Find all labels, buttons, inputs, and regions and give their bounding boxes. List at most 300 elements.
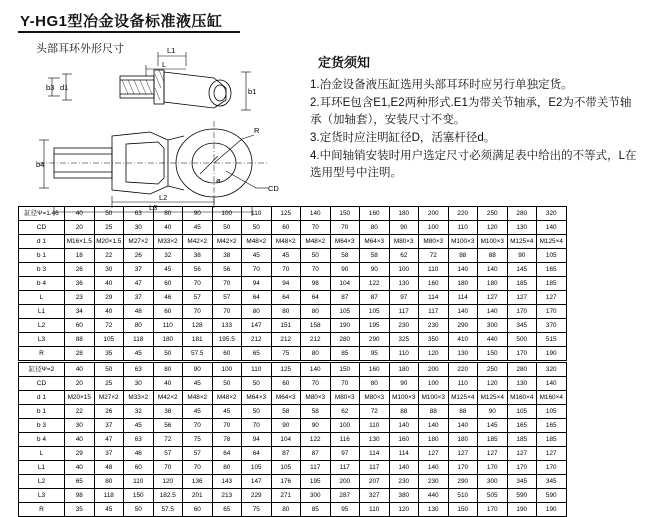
table-row bbox=[19, 277, 567, 291]
table-cell: 57 bbox=[183, 447, 213, 461]
table-cell: 105 bbox=[360, 305, 390, 319]
table-cell: 90 bbox=[330, 263, 360, 277]
table-cell: 58 bbox=[271, 405, 301, 419]
table-cell: 75 bbox=[183, 433, 213, 447]
table-cell: 85 bbox=[301, 503, 331, 517]
table-cell: 118 bbox=[94, 489, 124, 503]
table-cell: 40 bbox=[65, 207, 95, 221]
row-label: CD bbox=[19, 221, 65, 235]
table-cell: M160×4 bbox=[507, 391, 537, 405]
table-cell: 28 bbox=[65, 347, 95, 361]
table-cell: 35 bbox=[65, 503, 95, 517]
table-cell: M48×2 bbox=[242, 235, 272, 249]
table-cell: 40 bbox=[65, 461, 95, 475]
table-cell: 105 bbox=[537, 405, 567, 419]
table-cell: 140 bbox=[537, 377, 567, 391]
notice-item: 2.耳环E包含E1,E2两种形式.E1为带关节轴承，E2为不带关节轴承（加轴套），安装尺寸不变。 bbox=[310, 97, 632, 126]
notice-list bbox=[310, 77, 640, 182]
table-cell: 80 bbox=[360, 377, 390, 391]
table-cell: 40 bbox=[153, 221, 183, 235]
table-cell: 94 bbox=[242, 277, 272, 291]
table-cell: M48×2 bbox=[271, 235, 301, 249]
dim-label-L1: L1 bbox=[167, 46, 176, 55]
table-row bbox=[19, 475, 567, 489]
table-cell: 114 bbox=[448, 291, 478, 305]
table-cell: 45 bbox=[212, 405, 242, 419]
table-cell: 190 bbox=[537, 347, 567, 361]
table-cell: 56 bbox=[212, 263, 242, 277]
table-cell: M160×4 bbox=[537, 391, 567, 405]
table-cell: 80 bbox=[212, 461, 242, 475]
table-cell: 195 bbox=[360, 319, 390, 333]
table-cell: 110 bbox=[419, 263, 449, 277]
table-cell: 45 bbox=[271, 249, 301, 263]
table-cell: M42×2 bbox=[153, 391, 183, 405]
table-cell: 88 bbox=[478, 249, 508, 263]
table-cell: 127 bbox=[478, 291, 508, 305]
table-cell: 230 bbox=[389, 475, 419, 489]
table-row bbox=[19, 489, 567, 503]
table-cell: 40 bbox=[153, 377, 183, 391]
table-cell: 100 bbox=[212, 207, 242, 221]
table-cell: 190 bbox=[537, 503, 567, 517]
table-cell: M20×1.5 bbox=[94, 235, 124, 249]
table-cell: 58 bbox=[301, 405, 331, 419]
table-cell: 140 bbox=[478, 305, 508, 319]
table-cell: 26 bbox=[94, 405, 124, 419]
table-cell: 58 bbox=[360, 249, 390, 263]
table-cell: 127 bbox=[478, 447, 508, 461]
table-cell: 70 bbox=[183, 419, 213, 433]
table-cell: M100×3 bbox=[419, 391, 449, 405]
table-cell: 120 bbox=[419, 347, 449, 361]
table-cell: 229 bbox=[242, 489, 272, 503]
table-cell: 140 bbox=[389, 419, 419, 433]
table-cell: 110 bbox=[242, 207, 272, 221]
table-cell: 88 bbox=[65, 333, 95, 347]
table-cell: 300 bbox=[478, 475, 508, 489]
table-cell: 195.5 bbox=[212, 333, 242, 347]
table-row bbox=[19, 447, 567, 461]
row-label: L bbox=[19, 291, 65, 305]
table-cell: 47 bbox=[124, 277, 154, 291]
row-label: R bbox=[19, 503, 65, 517]
table-row bbox=[19, 249, 567, 263]
table-cell: 136 bbox=[183, 475, 213, 489]
table-cell: 70 bbox=[301, 221, 331, 235]
table-cell: 128 bbox=[183, 319, 213, 333]
table-cell: M20×15 bbox=[65, 391, 95, 405]
table-cell: 97 bbox=[389, 291, 419, 305]
table-cell: 80 bbox=[242, 305, 272, 319]
table-cell: 30 bbox=[124, 377, 154, 391]
table-cell: 70 bbox=[183, 277, 213, 291]
table-cell: 50 bbox=[124, 503, 154, 517]
table-cell: 70 bbox=[212, 305, 242, 319]
table-cell: 46 bbox=[124, 447, 154, 461]
table-cell: 130 bbox=[507, 221, 537, 235]
table-cell: 38 bbox=[183, 249, 213, 263]
table-cell: 220 bbox=[448, 363, 478, 377]
dim-label-d1: d1 bbox=[60, 83, 69, 92]
table-cell: M64×3 bbox=[360, 235, 390, 249]
table-cell: 72 bbox=[153, 433, 183, 447]
table-row bbox=[19, 305, 567, 319]
table-cell: 510 bbox=[448, 489, 478, 503]
table-cell: 50 bbox=[301, 249, 331, 263]
table-cell: 100 bbox=[389, 263, 419, 277]
dim-label-b3: b3 bbox=[46, 83, 55, 92]
table-cell: 212 bbox=[242, 333, 272, 347]
table-cell: 90 bbox=[478, 405, 508, 419]
table-cell: 40 bbox=[94, 305, 124, 319]
dim-label-b4: b4 bbox=[36, 160, 45, 169]
table-cell: 50 bbox=[153, 347, 183, 361]
table-cell: 130 bbox=[389, 277, 419, 291]
table-cell: M80×3 bbox=[360, 391, 390, 405]
table-cell: M100×3 bbox=[389, 391, 419, 405]
table-cell: M64×3 bbox=[242, 391, 272, 405]
table-cell: 37 bbox=[124, 291, 154, 305]
table-cell: 23 bbox=[65, 291, 95, 305]
table-cell: 57 bbox=[183, 291, 213, 305]
table-cell: 190 bbox=[330, 319, 360, 333]
table-cell: 127 bbox=[419, 447, 449, 461]
table-cell: M42×2 bbox=[212, 235, 242, 249]
table-cell: 140 bbox=[419, 461, 449, 475]
table-cell: M16×1.5 bbox=[65, 235, 95, 249]
table-cell: 160 bbox=[360, 207, 390, 221]
table-cell: M125×4 bbox=[448, 391, 478, 405]
table-cell: 280 bbox=[330, 333, 360, 347]
table-cell: 105 bbox=[330, 305, 360, 319]
table-cell: 100 bbox=[419, 221, 449, 235]
table-cell: 38 bbox=[153, 405, 183, 419]
table-cell: 65 bbox=[212, 503, 242, 517]
table-cell: M125×4 bbox=[507, 235, 537, 249]
table-cell: 120 bbox=[389, 503, 419, 517]
table-cell: 350 bbox=[419, 333, 449, 347]
row-label: b 4 bbox=[19, 277, 65, 291]
dim-label-L3: L3 bbox=[149, 203, 158, 212]
table-cell: 515 bbox=[537, 333, 567, 347]
table-cell: 50 bbox=[212, 377, 242, 391]
table-cell: 45 bbox=[183, 377, 213, 391]
table-cell: 65 bbox=[65, 475, 95, 489]
table-cell: 220 bbox=[448, 207, 478, 221]
table-cell: 180 bbox=[389, 207, 419, 221]
table-cell: 185 bbox=[537, 277, 567, 291]
table-cell: 590 bbox=[507, 489, 537, 503]
table-cell: 280 bbox=[507, 207, 537, 221]
table-cell: 94 bbox=[271, 277, 301, 291]
table-cell: 50 bbox=[94, 363, 124, 377]
table-cell: 110 bbox=[448, 377, 478, 391]
table-cell: 37 bbox=[94, 447, 124, 461]
table-cell: 180 bbox=[478, 277, 508, 291]
table-cell: 70 bbox=[301, 377, 331, 391]
table-cell: 165 bbox=[537, 419, 567, 433]
table-cell: 290 bbox=[448, 475, 478, 489]
table-cell: 80 bbox=[271, 305, 301, 319]
table-cell: 85 bbox=[330, 347, 360, 361]
table-cell: 345 bbox=[537, 475, 567, 489]
table-cell: 72 bbox=[94, 319, 124, 333]
table-cell: M80×3 bbox=[389, 235, 419, 249]
table-cell: 62 bbox=[330, 405, 360, 419]
spec-table-psi-2 bbox=[18, 362, 567, 517]
table-cell: 88 bbox=[448, 249, 478, 263]
table-cell: 290 bbox=[360, 333, 390, 347]
table-cell: 117 bbox=[389, 305, 419, 319]
table-cell: 140 bbox=[389, 461, 419, 475]
table-cell: 64 bbox=[242, 447, 272, 461]
dim-label-L: L bbox=[162, 60, 167, 69]
table-cell: 32 bbox=[153, 249, 183, 263]
table-cell: 20 bbox=[65, 377, 95, 391]
table-cell: 88 bbox=[389, 405, 419, 419]
table-cell: 345 bbox=[507, 475, 537, 489]
table-cell: 180 bbox=[419, 433, 449, 447]
table-cell: 45 bbox=[153, 263, 183, 277]
table-cell: 320 bbox=[537, 207, 567, 221]
notice-item: 4.中间轴销安装时用户选定尺寸必须满足表中给出的不等式，L在选用型号中注明。 bbox=[310, 150, 637, 179]
table-row bbox=[19, 263, 567, 277]
table-cell: 72 bbox=[360, 405, 390, 419]
row-label: L bbox=[19, 447, 65, 461]
table-cell: 300 bbox=[478, 319, 508, 333]
table-cell: 100 bbox=[212, 363, 242, 377]
table-cell: 271 bbox=[271, 489, 301, 503]
table-cell: 127 bbox=[507, 447, 537, 461]
row-label: L1 bbox=[19, 305, 65, 319]
row-label: R bbox=[19, 347, 65, 361]
table-row bbox=[19, 391, 567, 405]
table-cell: 60 bbox=[183, 503, 213, 517]
table-cell: 120 bbox=[478, 221, 508, 235]
table-cell: 105 bbox=[271, 461, 301, 475]
table-cell: 160 bbox=[360, 363, 390, 377]
table-cell: 87 bbox=[301, 447, 331, 461]
table-cell: 100 bbox=[330, 419, 360, 433]
table-cell: M42×2 bbox=[183, 235, 213, 249]
table-cell: 65 bbox=[242, 347, 272, 361]
table-cell: 26 bbox=[124, 249, 154, 263]
table-cell: 50 bbox=[242, 221, 272, 235]
table-cell: M100×3 bbox=[478, 235, 508, 249]
table-cell: 70 bbox=[183, 461, 213, 475]
table-cell: 160 bbox=[389, 433, 419, 447]
table-cell: 62 bbox=[389, 249, 419, 263]
table-cell: 325 bbox=[389, 333, 419, 347]
table-cell: 190 bbox=[507, 503, 537, 517]
table-cell: 40 bbox=[65, 433, 95, 447]
table-cell: 201 bbox=[183, 489, 213, 503]
table-cell: 114 bbox=[419, 291, 449, 305]
table-cell: 18 bbox=[65, 249, 95, 263]
table-cell: 110 bbox=[242, 363, 272, 377]
table-cell: 500 bbox=[507, 333, 537, 347]
table-cell: M27×2 bbox=[124, 235, 154, 249]
table-cell: M64×3 bbox=[330, 235, 360, 249]
row-label: L2 bbox=[19, 319, 65, 333]
table-cell: 60 bbox=[271, 377, 301, 391]
notice-heading: 定货须知 bbox=[318, 55, 371, 70]
table-cell: 64 bbox=[242, 291, 272, 305]
table-cell: 60 bbox=[124, 461, 154, 475]
table-cell: 200 bbox=[419, 363, 449, 377]
table-cell: 170 bbox=[507, 305, 537, 319]
table-cell: 37 bbox=[94, 419, 124, 433]
table-cell: 127 bbox=[537, 291, 567, 305]
table-row bbox=[19, 461, 567, 475]
table-row bbox=[19, 419, 567, 433]
table-cell: 140 bbox=[301, 207, 331, 221]
table-cell: 90 bbox=[507, 249, 537, 263]
table-cell: 57.5 bbox=[153, 503, 183, 517]
table-cell: 95 bbox=[330, 503, 360, 517]
page-title: Y-HG1型冶金设备标准液压缸 bbox=[20, 13, 223, 30]
table-cell: 160 bbox=[419, 277, 449, 291]
table-cell: 370 bbox=[537, 319, 567, 333]
table-cell: M64×3 bbox=[271, 391, 301, 405]
row-label: b 1 bbox=[19, 249, 65, 263]
table-cell: 140 bbox=[537, 221, 567, 235]
table-cell: 151 bbox=[271, 319, 301, 333]
table-cell: 50 bbox=[242, 405, 272, 419]
table-cell: 30 bbox=[94, 263, 124, 277]
table-cell: 70 bbox=[330, 377, 360, 391]
table-cell: 110 bbox=[124, 475, 154, 489]
table-cell: 45 bbox=[242, 249, 272, 263]
table-cell: 87 bbox=[360, 291, 390, 305]
table-cell: 29 bbox=[65, 447, 95, 461]
row-label: 缸径Ψ=1.46 bbox=[19, 207, 65, 221]
row-label: b 1 bbox=[19, 405, 65, 419]
table-cell: 110 bbox=[360, 503, 390, 517]
row-label: b 3 bbox=[19, 419, 65, 433]
dim-label-CD: CD bbox=[268, 184, 279, 193]
table-cell: 185 bbox=[478, 433, 508, 447]
table-cell: 72 bbox=[419, 249, 449, 263]
table-row bbox=[19, 207, 567, 221]
table-cell: 150 bbox=[330, 207, 360, 221]
table-cell: 185 bbox=[537, 433, 567, 447]
drawing-caption: 头部耳环外形尺寸 bbox=[36, 43, 124, 55]
table-cell: 150 bbox=[448, 503, 478, 517]
table-cell: 180 bbox=[448, 277, 478, 291]
table-cell: 345 bbox=[507, 319, 537, 333]
table-cell: M80×3 bbox=[419, 235, 449, 249]
table-cell: M27×2 bbox=[94, 391, 124, 405]
table-cell: 110 bbox=[360, 419, 390, 433]
table-cell: 195 bbox=[301, 475, 331, 489]
table-cell: 250 bbox=[478, 363, 508, 377]
table-cell: 90 bbox=[389, 377, 419, 391]
table-row bbox=[19, 433, 567, 447]
table-cell: 105 bbox=[537, 249, 567, 263]
table-cell: 88 bbox=[448, 405, 478, 419]
table-cell: 56 bbox=[183, 263, 213, 277]
table-cell: 105 bbox=[94, 333, 124, 347]
table-cell: 90 bbox=[360, 263, 390, 277]
table-cell: 117 bbox=[301, 461, 331, 475]
table-cell: 35 bbox=[94, 347, 124, 361]
table-cell: M80×3 bbox=[301, 391, 331, 405]
table-cell: M33×2 bbox=[153, 235, 183, 249]
table-cell: 440 bbox=[419, 489, 449, 503]
table-cell: 87 bbox=[271, 447, 301, 461]
table-cell: 320 bbox=[537, 363, 567, 377]
table-cell: 110 bbox=[153, 319, 183, 333]
table-row bbox=[19, 347, 567, 361]
table-cell: 37 bbox=[124, 263, 154, 277]
table-cell: 122 bbox=[301, 433, 331, 447]
table-cell: 125 bbox=[271, 363, 301, 377]
table-cell: 80 bbox=[301, 305, 331, 319]
row-label: L2 bbox=[19, 475, 65, 489]
row-label: L3 bbox=[19, 333, 65, 347]
table-cell: 200 bbox=[419, 207, 449, 221]
table-cell: 36 bbox=[65, 277, 95, 291]
table-cell: 170 bbox=[478, 503, 508, 517]
table-cell: 127 bbox=[507, 291, 537, 305]
table-cell: 185 bbox=[507, 277, 537, 291]
table-cell: 70 bbox=[242, 419, 272, 433]
table-cell: 147 bbox=[242, 319, 272, 333]
table-cell: 170 bbox=[507, 461, 537, 475]
table-cell: M33×2 bbox=[124, 391, 154, 405]
table-cell: 75 bbox=[271, 347, 301, 361]
row-label: L1 bbox=[19, 461, 65, 475]
table-cell: 140 bbox=[419, 419, 449, 433]
row-label: 缸径Ψ=2 bbox=[19, 363, 65, 377]
row-label: b 4 bbox=[19, 433, 65, 447]
table-cell: 75 bbox=[242, 503, 272, 517]
table-cell: 140 bbox=[448, 305, 478, 319]
table-cell: 30 bbox=[65, 419, 95, 433]
table-cell: 290 bbox=[448, 319, 478, 333]
table-cell: 147 bbox=[242, 475, 272, 489]
table-cell: 70 bbox=[271, 263, 301, 277]
table-cell: 185 bbox=[507, 433, 537, 447]
table-cell: 230 bbox=[419, 319, 449, 333]
table-cell: 170 bbox=[537, 461, 567, 475]
table-cell: M125×4 bbox=[537, 235, 567, 249]
table-cell: 58 bbox=[330, 249, 360, 263]
table-cell: 60 bbox=[153, 305, 183, 319]
table-cell: 80 bbox=[153, 207, 183, 221]
table-cell: 46 bbox=[153, 291, 183, 305]
table-cell: 230 bbox=[389, 319, 419, 333]
technical-drawing bbox=[18, 36, 308, 211]
table-cell: 133 bbox=[212, 319, 242, 333]
table-cell: 100 bbox=[419, 377, 449, 391]
table-cell: 176 bbox=[271, 475, 301, 489]
table-cell: 213 bbox=[212, 489, 242, 503]
title-underline bbox=[18, 31, 240, 33]
table-cell: 64 bbox=[212, 447, 242, 461]
table-cell: 280 bbox=[507, 363, 537, 377]
table-cell: 140 bbox=[448, 263, 478, 277]
table-cell: 50 bbox=[242, 377, 272, 391]
table-cell: 87 bbox=[330, 291, 360, 305]
table-cell: 25 bbox=[94, 221, 124, 235]
table-cell: 410 bbox=[448, 333, 478, 347]
table-cell: 110 bbox=[448, 221, 478, 235]
table-cell: 380 bbox=[389, 489, 419, 503]
table-cell: 45 bbox=[183, 221, 213, 235]
